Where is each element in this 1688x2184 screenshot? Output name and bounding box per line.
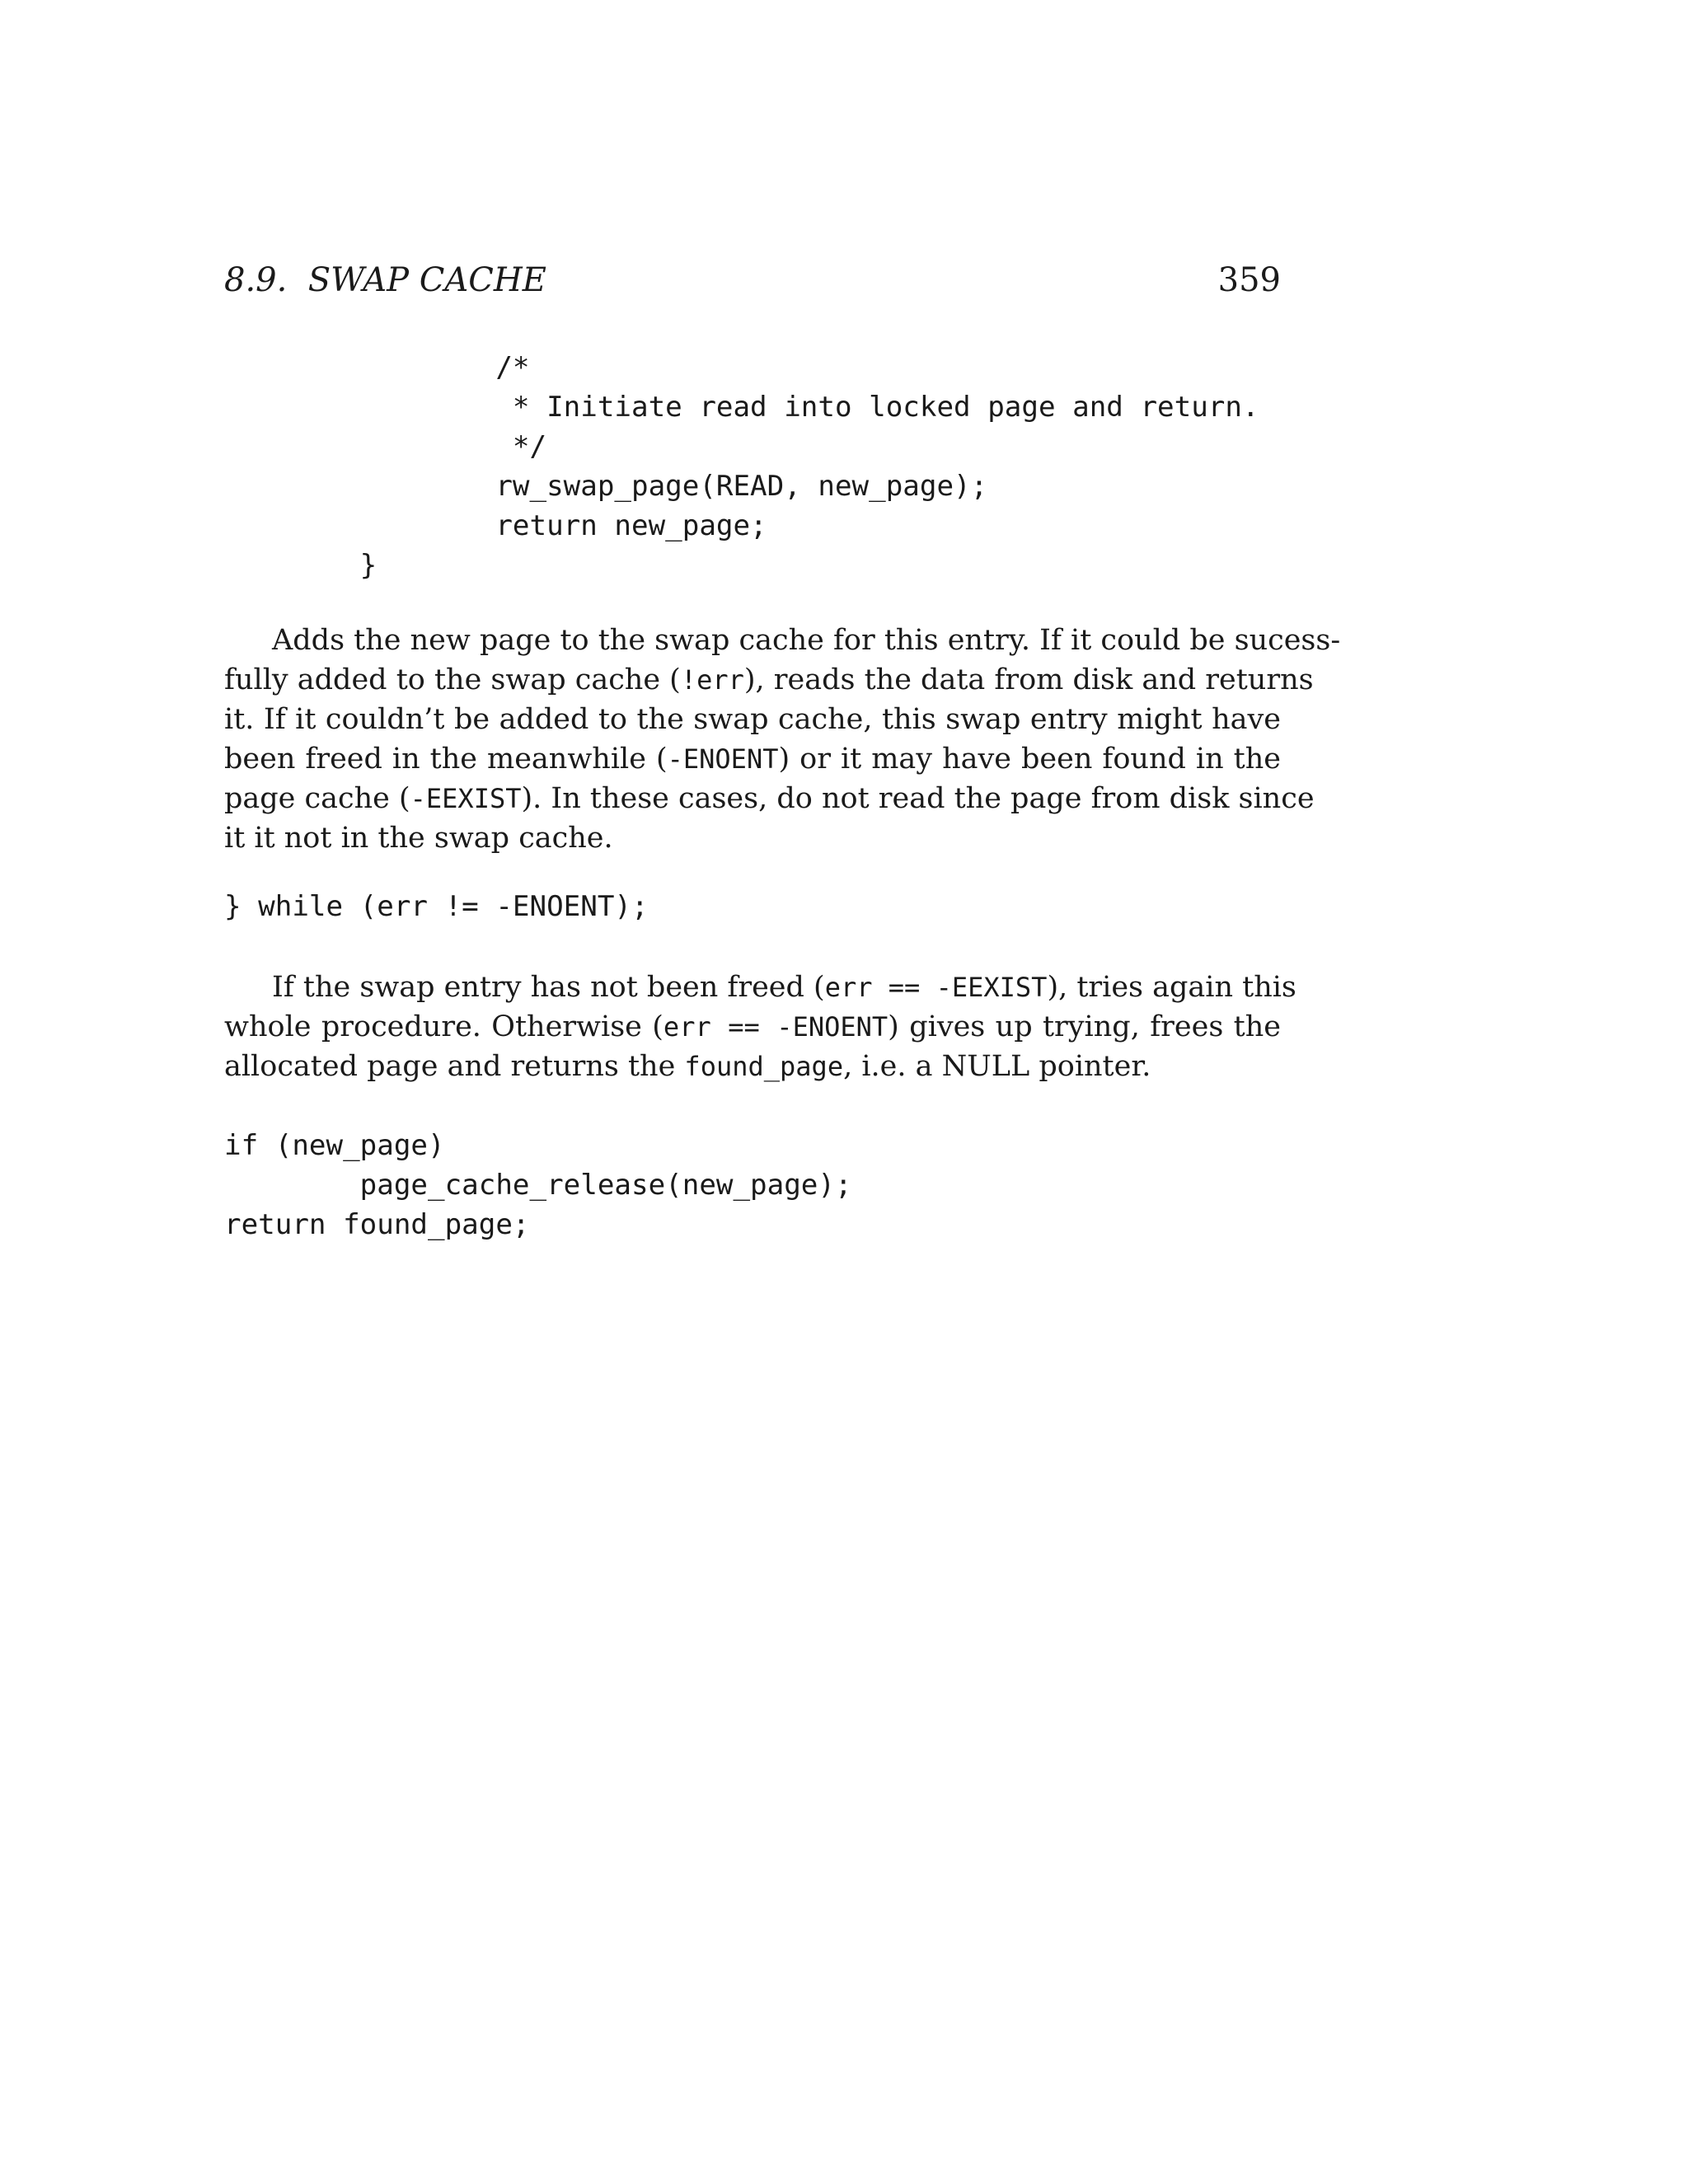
running-header-section: 8.9. SWAP CACHE xyxy=(224,261,546,299)
paragraph-add-to-swap-cache xyxy=(224,621,1341,858)
code-line: } xyxy=(224,549,377,582)
inline-code: err == -ENOENT xyxy=(663,1011,889,1043)
paragraph-line: page cache (-EEXIST). In these cases, do not read the page from disk since xyxy=(224,782,1315,815)
paragraph-retry-procedure xyxy=(224,968,1296,1086)
inline-code: !err xyxy=(680,664,744,696)
code-line: /* xyxy=(224,351,530,384)
code-line: } while (err != -ENOENT); xyxy=(224,890,649,923)
paragraph-line: Adds the new page to the swap cache for this entry. If it could be sucess- xyxy=(272,624,1341,657)
inline-code: found_page xyxy=(684,1051,844,1082)
code-block-read-page xyxy=(224,348,1259,585)
code-line: */ xyxy=(224,430,547,463)
inline-code: -ENOENT xyxy=(667,743,779,775)
code-line: page_cache_release(new_page); xyxy=(224,1169,852,1202)
paragraph-line: it. If it couldn’t be added to the swap cache, this swap entry might have xyxy=(224,703,1281,736)
code-line: rw_swap_page(READ, new_page); xyxy=(224,470,988,503)
paragraph-line: been freed in the meanwhile (-ENOENT) or it may have been found in the xyxy=(224,743,1281,776)
paragraph-line: whole procedure. Otherwise (err == -ENOENT) gives up trying, frees the xyxy=(224,1010,1281,1043)
code-block-while-loop xyxy=(224,887,649,926)
code-block-release-and-return xyxy=(224,1126,852,1244)
page-number: 359 xyxy=(1217,261,1281,299)
code-line: return found_page; xyxy=(224,1208,530,1241)
paragraph-line: it it not in the swap cache. xyxy=(224,822,613,855)
inline-code: -EEXIST xyxy=(410,783,522,814)
code-line: * Initiate read into locked page and return. xyxy=(224,391,1259,424)
paragraph-line: fully added to the swap cache (!err), reads the data from disk and returns xyxy=(224,663,1314,696)
paragraph-line: If the swap entry has not been freed (err == -EEXIST), tries again this xyxy=(272,971,1296,1004)
paragraph-line: allocated page and returns the found_page, i.e. a NULL pointer. xyxy=(224,1050,1151,1083)
code-line: return new_page; xyxy=(224,509,767,542)
code-line: if (new_page) xyxy=(224,1129,445,1162)
inline-code: err == -EEXIST xyxy=(824,972,1048,1003)
